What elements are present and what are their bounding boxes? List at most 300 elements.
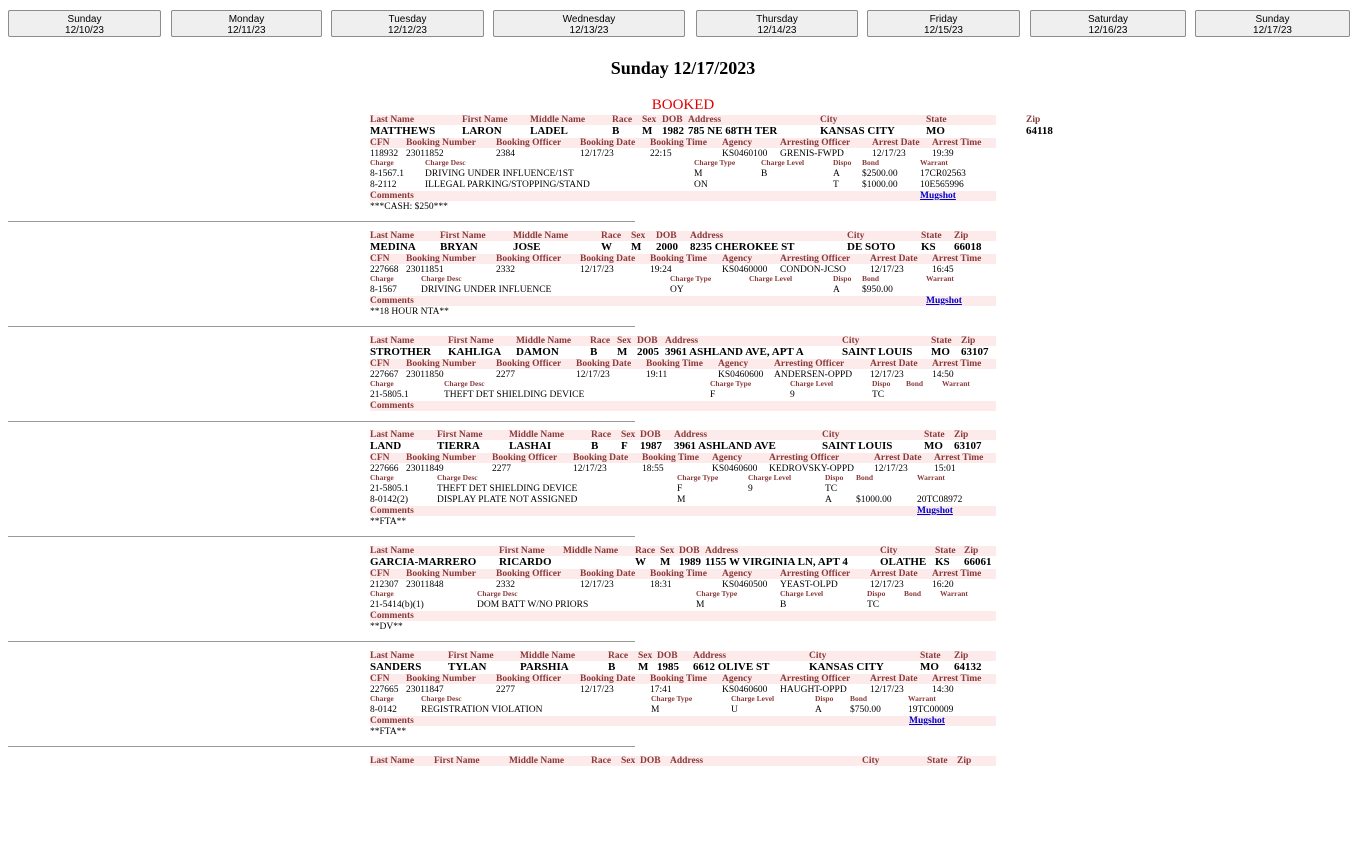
value-bdate: 12/17/23 [580,685,614,695]
value-bnum: 23011850 [406,370,444,380]
label-arresting-officer: Arresting Officer [780,569,851,579]
charge-type: M [677,495,686,505]
day-name: Friday [929,14,958,25]
label-race: Race [635,546,656,556]
charge-charge: 8-1567.1 [370,169,405,179]
label-city: City [862,756,880,766]
label-state: State [931,336,952,346]
label-charge: Charge [370,379,394,388]
value-aofficer: ANDERSEN-OPPD [774,370,853,380]
value-adate: 12/17/23 [870,370,904,380]
charge-desc: DISPLAY PLATE NOT ASSIGNED [437,495,578,505]
value-city: DE SOTO [847,241,896,253]
value-bofficer: 2332 [496,265,515,275]
value-state: MO [920,661,939,673]
charge-dispo: A [815,705,822,715]
label-arrest-time: Arrest Time [932,359,982,369]
day-name: Thursday [756,14,798,25]
value-btime: 18:55 [642,464,664,474]
value-bnum: 23011852 [406,149,444,159]
label-warrant: Warrant [917,473,945,482]
label-charge-level: Charge Level [731,694,775,703]
value-dob: 2005 [637,346,659,358]
charge-type: M [651,705,660,715]
value-atime: 16:20 [932,580,954,590]
comment-value: **DV** [370,622,403,632]
charge-type: OY [670,285,684,295]
day-date: 12/10/23 [65,25,104,36]
mugshot-link[interactable]: Mugshot [909,716,945,726]
label-zip: Zip [964,546,979,556]
charge-header-row [370,159,996,167]
value-city: KANSAS CITY [809,661,884,673]
label-arresting-officer: Arresting Officer [780,138,851,148]
value-city: OLATHE [880,556,927,568]
label-bond: Bond [850,694,868,703]
value-last: GARCIA-MARRERO [370,556,477,568]
label-last-name: Last Name [370,651,415,661]
charge-dispo: TC [867,600,880,610]
label-first-name: First Name [499,546,545,556]
comments-row [370,191,996,201]
booking-value-row [370,580,996,590]
value-first: RICARDO [499,556,552,568]
day-name: Sunday [1255,14,1290,25]
label-arrest-date: Arrest Date [870,254,918,264]
label-charge-desc: Charge Desc [425,158,466,167]
day-button-8[interactable] [1195,10,1350,37]
value-cfn: 227668 [370,265,399,275]
charge-type: M [694,169,703,179]
label-state: State [924,430,945,440]
charge-dispo: A [825,495,832,505]
label-sex: Sex [660,546,675,556]
label-cfn: CFN [370,453,390,463]
comment-value: **FTA** [370,727,407,737]
charge-desc: REGISTRATION VIOLATION [421,705,543,715]
label-dispo: Dispo [867,589,886,598]
label-city: City [822,430,840,440]
comment-value: **18 HOUR NTA** [370,307,449,317]
label-booking-time: Booking Time [650,138,707,148]
charge-bond: $950.00 [862,285,893,295]
value-bofficer: 2277 [496,370,515,380]
label-arrest-date: Arrest Date [870,569,918,579]
day-button-5[interactable] [696,10,858,37]
day-button-1[interactable] [8,10,161,37]
label-race: Race [608,651,629,661]
day-navigation [0,0,1366,40]
charge-dispo: TC [825,484,838,494]
label-charge-type: Charge Type [710,379,752,388]
value-dob: 1982 [662,125,684,137]
charge-bond: $1000.00 [862,180,898,190]
value-atime: 19:39 [932,149,954,159]
label-booking-officer: Booking Officer [496,138,562,148]
booking-record [370,651,996,761]
value-bnum: 23011848 [406,580,444,590]
name-header-row [370,231,996,241]
value-bnum: 23011849 [406,464,444,474]
label-zip: Zip [954,430,969,440]
value-sex: M [631,241,642,253]
label-state: State [926,115,947,125]
label-cfn: CFN [370,569,390,579]
label-arresting-officer: Arresting Officer [774,359,845,369]
label-first-name: First Name [434,756,480,766]
label-arrest-time: Arrest Time [934,453,984,463]
value-bdate: 12/17/23 [580,265,614,275]
label-middle-name: Middle Name [563,546,619,556]
label-charge-type: Charge Type [651,694,693,703]
value-cfn: 227665 [370,685,399,695]
label-cfn: CFN [370,254,390,264]
value-middle: PARSHIA [520,661,569,673]
charge-level: B [761,169,768,179]
booking-record [370,231,996,341]
label-comments: Comments [370,611,414,621]
label-dob: DOB [679,546,700,556]
value-agency: KS0460000 [722,265,768,275]
name-header-row [370,546,996,556]
name-value-row [370,347,996,358]
name-header-row [370,651,996,661]
mugshot-link[interactable]: Mugshot [926,296,962,306]
label-agency: Agency [718,359,749,369]
label-zip: Zip [961,336,976,346]
label-booking-date: Booking Date [580,138,636,148]
name-header-row [370,756,996,766]
label-charge-desc: Charge Desc [421,694,462,703]
label-charge-level: Charge Level [780,589,824,598]
value-race: B [590,346,598,358]
label-state: State [921,231,942,241]
name-header-row [370,115,1041,125]
charge-warrant: 10E565996 [920,180,964,190]
label-booking-date: Booking Date [573,453,629,463]
label-agency: Agency [722,674,753,684]
value-address: 6612 OLIVE ST [693,661,770,673]
label-booking-number: Booking Number [406,453,476,463]
value-bofficer: 2277 [496,685,515,695]
label-booking-number: Booking Number [406,254,476,264]
charge-charge: 8-0142(2) [370,495,408,505]
label-arrest-date: Arrest Date [874,453,922,463]
value-dob: 1989 [679,556,701,568]
value-middle: LASHAI [509,440,552,452]
value-dob: 2000 [656,241,678,253]
value-agency: KS0460500 [722,580,768,590]
booking-header-row [370,674,996,684]
charge-dispo: TC [872,390,885,400]
value-sex: M [638,661,649,673]
label-arresting-officer: Arresting Officer [769,453,840,463]
value-state: KS [935,556,950,568]
charge-row [370,180,996,190]
label-charge-type: Charge Type [696,589,738,598]
label-booking-number: Booking Number [406,674,476,684]
label-charge: Charge [370,589,394,598]
label-charge-level: Charge Level [748,473,792,482]
value-agency: KS0460600 [712,464,758,474]
value-dob: 1985 [657,661,679,673]
charge-desc: THEFT DET SHIELDING DEVICE [444,390,585,400]
label-charge-level: Charge Level [761,158,805,167]
name-value-row [370,242,996,253]
comment-value: **FTA** [370,517,407,527]
label-warrant: Warrant [942,379,970,388]
booking-record [370,756,996,866]
label-booking-date: Booking Date [580,674,636,684]
name-value-row [370,662,996,673]
value-adate: 12/17/23 [874,464,908,474]
day-button-7[interactable] [1030,10,1186,37]
label-sex: Sex [631,231,646,241]
label-zip: Zip [954,231,969,241]
label-arrest-time: Arrest Time [932,254,982,264]
record-divider [8,641,635,642]
label-comments: Comments [370,716,414,726]
label-charge: Charge [370,274,394,283]
value-sex: M [617,346,628,358]
label-state: State [935,546,956,556]
value-cfn: 212307 [370,580,399,590]
value-zip: 64132 [954,661,982,673]
label-bond: Bond [906,379,924,388]
value-aofficer: KEDROVSKY-OPPD [769,464,854,474]
charge-charge: 21-5805.1 [370,390,409,400]
value-cfn: 227666 [370,464,399,474]
label-charge-type: Charge Type [670,274,712,283]
value-state: MO [926,125,945,137]
value-atime: 14:50 [932,370,954,380]
value-zip: 63107 [961,346,989,358]
label-charge-level: Charge Level [790,379,834,388]
day-button-4[interactable] [493,10,685,37]
label-booking-officer: Booking Officer [496,569,562,579]
label-comments: Comments [370,191,414,201]
mugshot-link[interactable]: Mugshot [920,191,956,201]
value-zip: 63107 [954,440,982,452]
label-booking-officer: Booking Officer [496,254,562,264]
label-address: Address [705,546,739,556]
value-cfn: 227667 [370,370,399,380]
value-bofficer: 2384 [496,149,515,159]
value-sex: M [642,125,653,137]
day-button-2[interactable] [171,10,322,37]
label-cfn: CFN [370,674,390,684]
label-address: Address [690,231,724,241]
booking-record [370,430,996,540]
label-dispo: Dispo [833,274,852,283]
value-btime: 19:24 [650,265,672,275]
charge-type: F [677,484,683,494]
day-name: Tuesday [388,14,427,25]
value-aofficer: YEAST-OLPD [780,580,838,590]
charge-type: F [710,390,716,400]
day-button-6[interactable] [867,10,1020,37]
label-warrant: Warrant [926,274,954,283]
label-middle-name: Middle Name [513,231,569,241]
value-race: W [635,556,646,568]
charge-desc: DRIVING UNDER INFLUENCE/1ST [425,169,574,179]
value-aofficer: GRENIS-FWPD [780,149,844,159]
charge-row [370,285,996,295]
value-atime: 15:01 [934,464,956,474]
value-state: MO [931,346,950,358]
value-bofficer: 2277 [492,464,511,474]
value-first: BRYAN [440,241,478,253]
label-booking-time: Booking Time [650,254,707,264]
label-booking-officer: Booking Officer [492,453,558,463]
value-address: 3961 ASHLAND AVE, APT A [665,346,804,358]
name-header-row [370,430,996,440]
comments-row [370,506,996,516]
value-adate: 12/17/23 [870,580,904,590]
charge-row [370,484,996,494]
label-state: State [927,756,948,766]
value-bdate: 12/17/23 [573,464,607,474]
charge-warrant: 19TC00009 [908,705,954,715]
label-dispo: Dispo [825,473,844,482]
comment-text [370,727,996,737]
label-charge: Charge [370,694,394,703]
label-cfn: CFN [370,359,390,369]
comment-text [370,517,996,527]
value-adate: 12/17/23 [872,149,906,159]
label-middle-name: Middle Name [509,756,565,766]
label-sex: Sex [617,336,632,346]
value-race: W [601,241,612,253]
label-first-name: First Name [462,115,508,125]
value-sex: F [621,440,628,452]
label-middle-name: Middle Name [520,651,576,661]
label-sex: Sex [621,430,636,440]
label-city: City [842,336,860,346]
label-sex: Sex [642,115,657,125]
value-agency: KS0460100 [722,149,768,159]
day-button-3[interactable] [331,10,484,37]
day-date: 12/11/23 [227,25,266,36]
value-btime: 18:31 [650,580,672,590]
label-last-name: Last Name [370,546,415,556]
value-race: B [612,125,620,137]
comments-row [370,296,996,306]
charge-type: M [696,600,705,610]
label-arrest-time: Arrest Time [932,674,982,684]
label-last-name: Last Name [370,336,415,346]
charge-desc: DOM BATT W/NO PRIORS [477,600,589,610]
comments-row [370,401,996,411]
charge-desc: DRIVING UNDER INFLUENCE [421,285,552,295]
label-bond: Bond [856,473,874,482]
value-adate: 12/17/23 [870,685,904,695]
label-first-name: First Name [440,231,486,241]
value-adate: 12/17/23 [870,265,904,275]
value-bnum: 23011847 [406,685,444,695]
label-last-name: Last Name [370,430,415,440]
label-address: Address [688,115,722,125]
value-city: KANSAS CITY [820,125,895,137]
label-zip: Zip [1026,115,1041,125]
label-bond: Bond [862,158,880,167]
value-zip: 66061 [964,556,992,568]
charge-dispo: T [833,180,839,190]
value-last: LAND [370,440,402,452]
label-charge-type: Charge Type [677,473,719,482]
label-agency: Agency [712,453,743,463]
label-booking-time: Booking Time [646,359,703,369]
label-arrest-time: Arrest Time [932,138,982,148]
label-arresting-officer: Arresting Officer [780,674,851,684]
value-btime: 17:41 [650,685,672,695]
charge-charge: 21-5414(b)(1) [370,600,424,610]
label-address: Address [674,430,708,440]
charge-level: 9 [790,390,795,400]
label-comments: Comments [370,296,414,306]
value-agency: KS0460600 [718,370,764,380]
label-arrest-date: Arrest Date [870,359,918,369]
label-charge-desc: Charge Desc [477,589,518,598]
label-warrant: Warrant [920,158,948,167]
label-dob: DOB [662,115,683,125]
section-label: BOOKED [651,97,715,113]
label-last-name: Last Name [370,115,415,125]
label-comments: Comments [370,506,414,516]
label-agency: Agency [722,254,753,264]
label-bond: Bond [904,589,922,598]
value-agency: KS0460600 [722,685,768,695]
day-name: Sunday [67,14,102,25]
comment-text [370,307,996,317]
value-first: TIERRA [437,440,480,452]
day-date: 12/16/23 [1088,25,1128,36]
label-address: Address [693,651,727,661]
label-state: State [920,651,941,661]
label-booking-time: Booking Time [650,569,707,579]
charge-desc: ILLEGAL PARKING/STOPPING/STAND [425,180,590,190]
value-bofficer: 2332 [496,580,515,590]
day-date: 12/12/23 [388,25,427,36]
comments-row [370,716,996,726]
value-last: MEDINA [370,241,416,253]
value-middle: LADEL [530,125,568,137]
charge-charge: 8-0142 [370,705,397,715]
label-dob: DOB [657,651,678,661]
value-address: 8235 CHEROKEE ST [690,241,795,253]
label-booking-number: Booking Number [406,138,476,148]
value-bdate: 12/17/23 [576,370,610,380]
charge-type: ON [694,180,708,190]
value-state: MO [924,440,943,452]
charge-header-row [370,474,996,482]
label-booking-time: Booking Time [642,453,699,463]
charge-row [370,705,996,715]
value-zip: 64118 [1026,125,1053,137]
day-date: 12/15/23 [924,25,963,36]
label-booking-date: Booking Date [580,569,636,579]
label-first-name: First Name [448,336,494,346]
label-race: Race [612,115,633,125]
charge-charge: 8-1567 [370,285,397,295]
value-race: B [591,440,599,452]
label-bond: Bond [862,274,880,283]
mugshot-link[interactable]: Mugshot [917,506,953,516]
day-name: Monday [228,14,265,25]
label-charge: Charge [370,158,394,167]
day-name: Saturday [1087,14,1129,25]
charge-warrant: 20TC08972 [917,495,963,505]
